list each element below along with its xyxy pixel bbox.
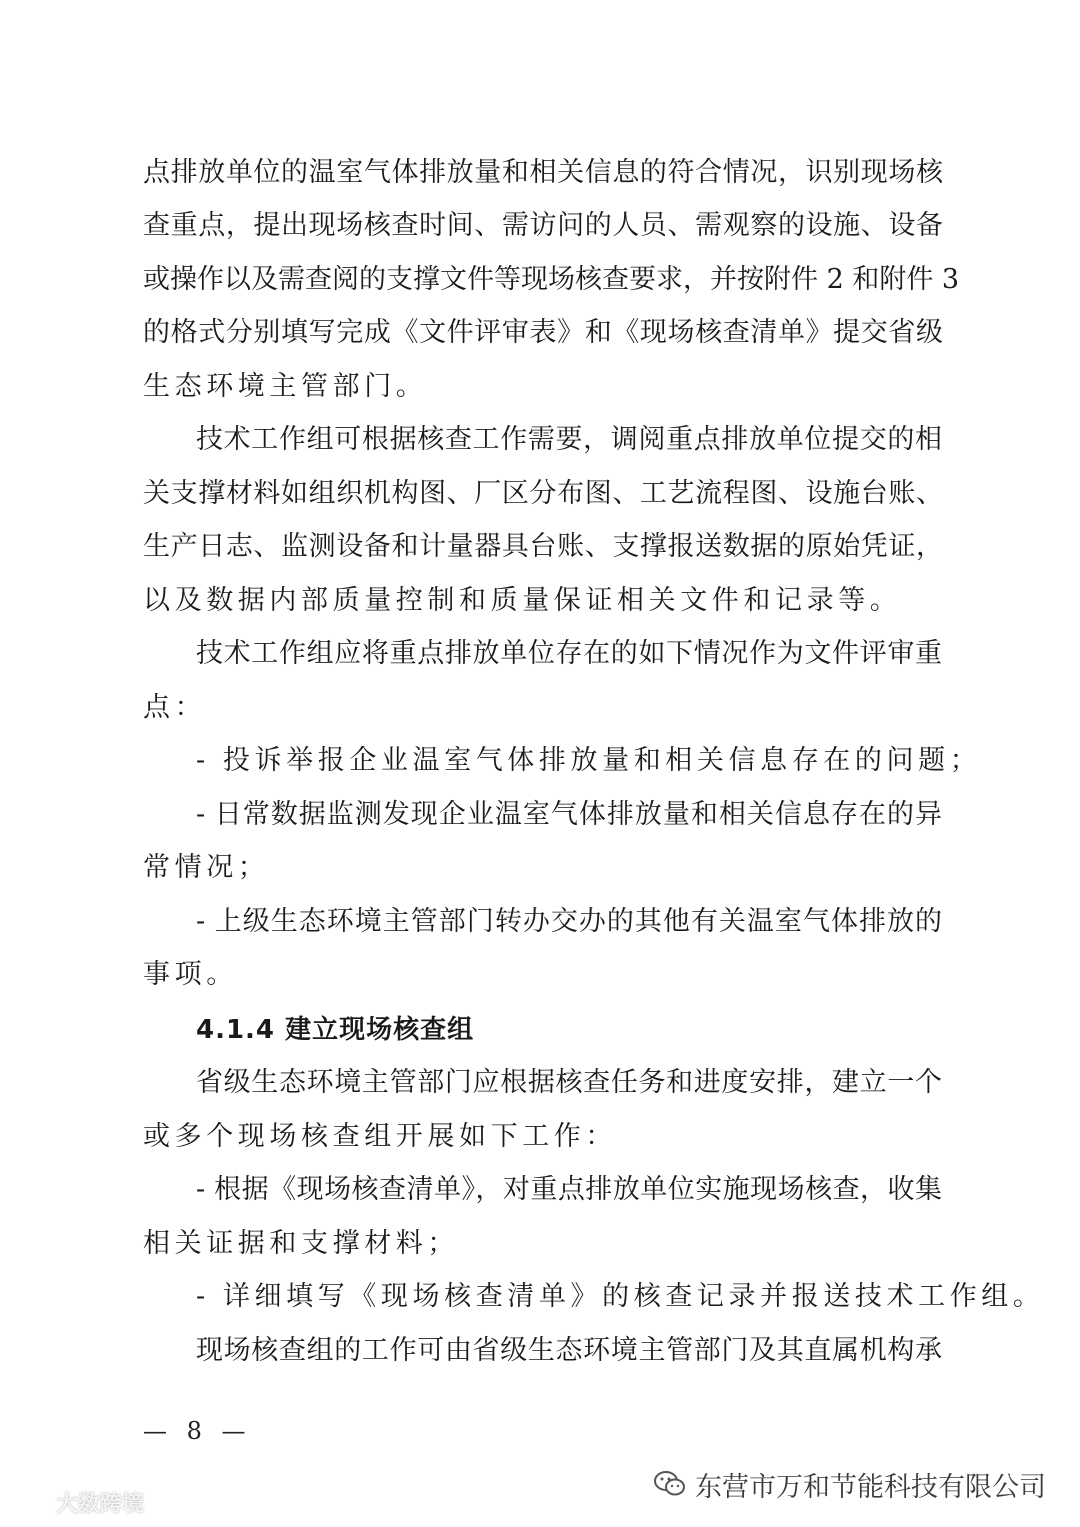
paragraph-line: 现场核查组的工作可由省级生态环境主管部门及其直属机构承 [196,1335,942,1366]
bullet-item: - 详细填写《现场核查清单》的核查记录并报送技术工作组。 [196,1281,1045,1312]
watermark [6,1486,144,1518]
paragraph-line: 关支撑材料如组织机构图、厂区分布图、工艺流程图、设施台账、 [143,478,943,509]
footer-brand [653,1464,1046,1504]
bullet-continuation: 相关证据和支撑材料； [143,1228,459,1259]
section-heading: 4.1.4 建立现场核查组 [196,1015,475,1045]
paragraph-line: 生产日志、监测设备和计量器具台账、支撑报送数据的原始凭证， [143,531,943,562]
paragraph-line: 省级生态环境主管部门应根据核查任务和进度安排，建立一个 [196,1067,942,1098]
page-number: — 8 — [143,1417,252,1445]
paragraph-line: 查重点，提出现场核查时间、需访问的人员、需观察的设施、设备 [143,210,943,241]
paragraph-line: 或操作以及需查阅的支撑文件等现场核查要求，并按附件 2 和附件 3 [143,264,960,295]
paragraph-line: 或多个现场核查组开展如下工作： [143,1121,617,1152]
paragraph-line: 的格式分别填写完成《文件评审表》和《现场核查清单》提交省级 [143,317,943,348]
paragraph-line: 生态环境主管部门。 [143,371,428,402]
paragraph-line: 点： [143,692,207,723]
watermark-text: 大数跨境 [56,1491,145,1517]
bullet-item: - 上级生态环境主管部门转办交办的其他有关温室气体排放的 [196,906,942,937]
paragraph-line: 技术工作组应将重点排放单位存在的如下情况作为文件评审重 [196,638,942,669]
paragraph-line: 技术工作组可根据核查工作需要，调阅重点排放单位提交的相 [196,424,942,455]
bullet-item: - 投诉举报企业温室气体排放量和相关信息存在的问题； [196,745,982,776]
weibo-icon [6,1490,50,1514]
bullet-item: - 根据《现场核查清单》，对重点排放单位实施现场核查，收集 [196,1174,942,1205]
footer-brand-text: 东营市万和节能科技有限公司 [695,1471,1046,1503]
paragraph-line: 点排放单位的温室气体排放量和相关信息的符合情况，识别现场核 [143,157,943,188]
bullet-continuation: 事项。 [143,959,238,990]
paragraph-line: 以及数据内部质量控制和质量保证相关文件和记录等。 [143,585,902,616]
bullet-item: - 日常数据监测发现企业温室气体排放量和相关信息存在的异 [196,799,942,830]
bullet-continuation: 常情况； [143,852,270,883]
wechat-icon [653,1469,687,1499]
